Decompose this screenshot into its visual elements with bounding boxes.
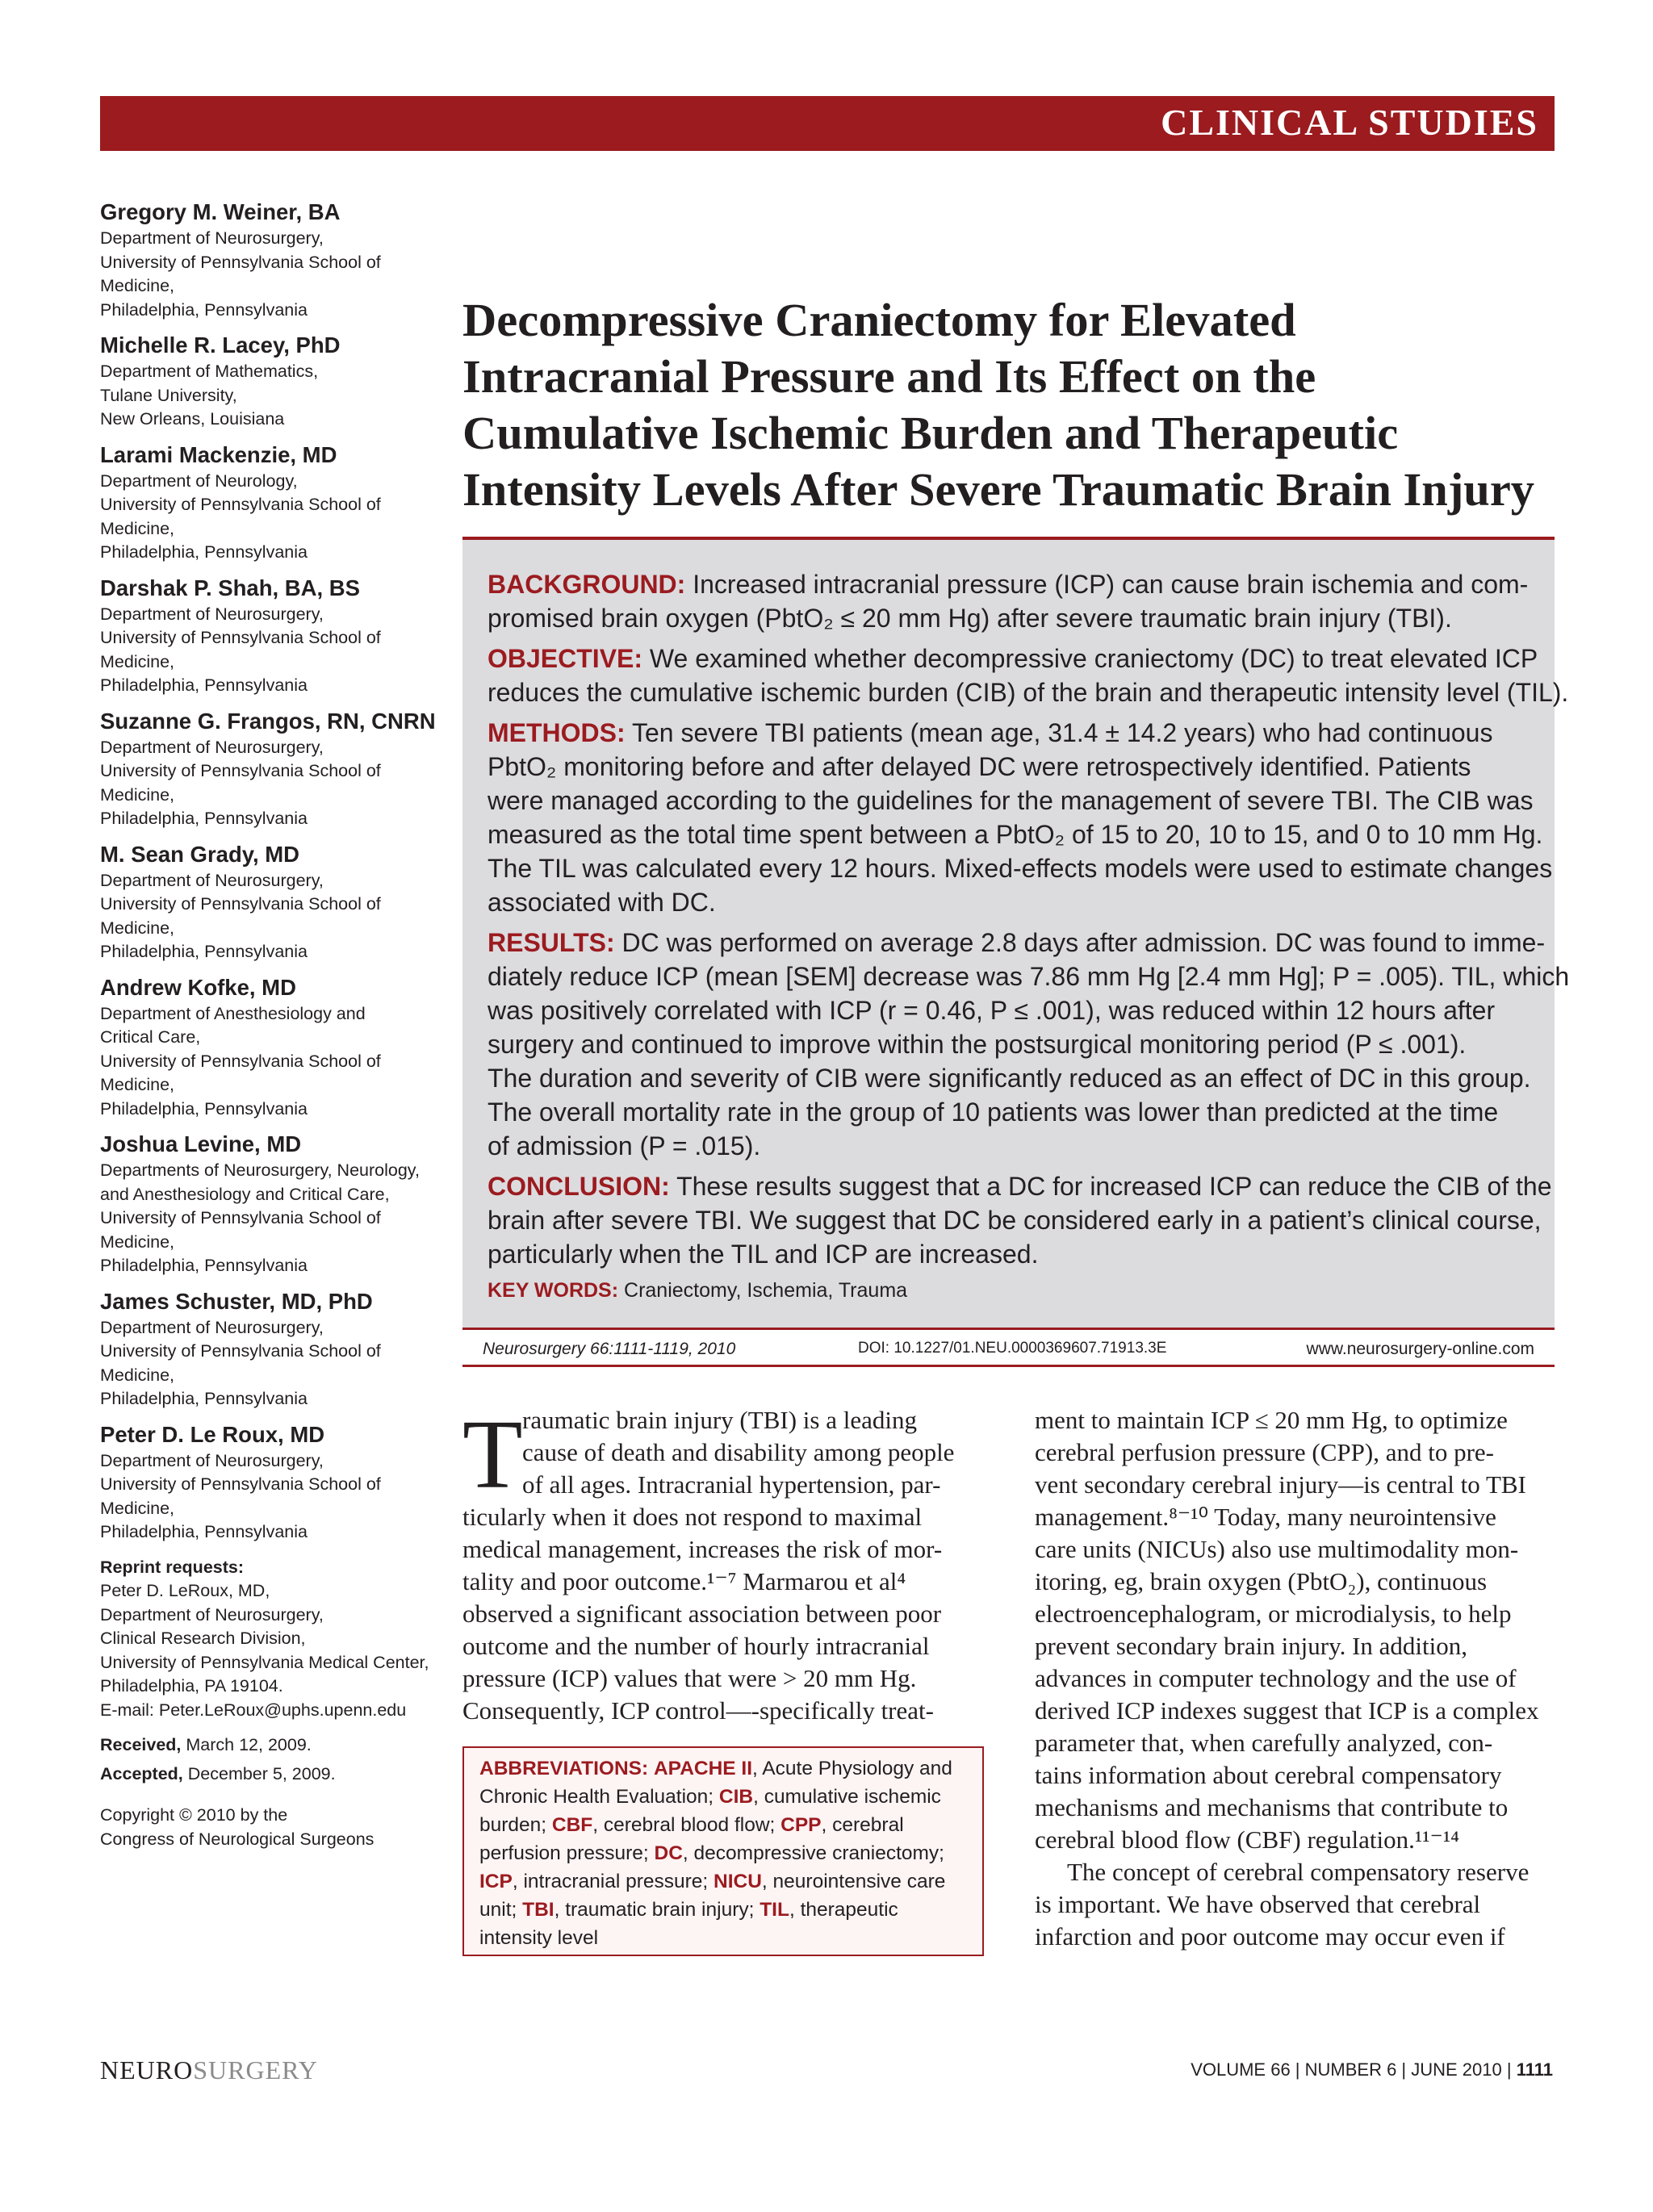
author-affiliation-line: University of Pennsylvania School of [100, 894, 381, 914]
author-affiliation-line: Department of Anesthesiology and [100, 1003, 366, 1023]
body-line: care units (NICUs) also use multimodality mon- [1035, 1535, 1519, 1563]
author-affiliation-line: Department of Mathematics, [100, 362, 319, 381]
author-affiliation-line: University of Pennsylvania School of [100, 495, 381, 514]
body-line: of all ages. Intracranial hypertension, par- [522, 1470, 941, 1499]
author-affiliation-line: Department of Neurosurgery, [100, 228, 324, 248]
author-affiliation-line: Critical Care, [100, 1027, 201, 1047]
logo-part-2: SURGERY [193, 2055, 318, 2084]
author-affiliation-line: University of Pennsylvania School of [100, 1474, 381, 1494]
section-banner [100, 96, 1555, 151]
abbreviations-heading: ABBREVIATIONS: [479, 1758, 649, 1779]
accepted-label: Accepted, [100, 1763, 183, 1783]
abstract-text: associated with DC. [488, 888, 716, 917]
logo-part-1: NEURO [100, 2055, 194, 2084]
author-entry [100, 974, 447, 1122]
author-affiliation-line: Medicine, [100, 276, 175, 295]
body-column-1 [462, 1400, 984, 1727]
author-affiliation-line: Department of Neurosurgery, [100, 870, 324, 890]
issue-info [1191, 2059, 1553, 2080]
author-entry [100, 441, 447, 565]
author-name: James Schuster, MD, PhD [100, 1288, 373, 1314]
keywords-label: KEY WORDS: [488, 1279, 619, 1302]
body-line: observed a significant association between poor [462, 1599, 942, 1628]
author-name: Larami Mackenzie, MD [100, 441, 337, 467]
author-affiliation-line: Tulane University, [100, 385, 237, 405]
journal-url[interactable]: www.neurosurgery-online.com [1306, 1340, 1534, 1358]
abstract-text: were managed according to the guidelines for the management of severe TBI. The CIB was [488, 786, 1534, 815]
abstract-line [488, 960, 1570, 993]
author-affiliation-line: Department of Neurosurgery, [100, 1317, 324, 1337]
abstract-line [488, 1129, 1529, 1163]
body-line: parameter that, when carefully analyzed, con- [1035, 1729, 1493, 1757]
abstract-line [488, 716, 1529, 750]
author-affiliation-line: Philadelphia, Pennsylvania [100, 675, 308, 695]
abstract-text: brain after severe TBI. We suggest that DC be considered early in a patient’s clinical course, [488, 1206, 1542, 1235]
abbreviation-definition: , Acute Physiology and Chronic Health Evaluation; [479, 1758, 952, 1808]
body-line: prevent secondary brain injury. In addition, [1035, 1632, 1468, 1660]
journal-citation: Neurosurgery 66:1111-1119, 2010 [483, 1340, 736, 1358]
abstract-text: PbtO₂ monitoring before and after delayed DC were retrospectively identified. Patients [488, 752, 1471, 781]
reprint-lines [100, 1579, 447, 1722]
author-affiliation-line: Medicine, [100, 1365, 175, 1385]
abstract-line [488, 1095, 1529, 1129]
abstract-text: These results suggest that a DC for increased ICP can reduce the CIB of the [669, 1172, 1552, 1201]
body-line: cerebral perfusion pressure (CPP), and to pre- [1035, 1438, 1495, 1466]
author-name: Suzanne G. Frangos, RN, CNRN [100, 708, 436, 734]
abbreviation-term: TIL [760, 1899, 789, 1921]
abstract-line [488, 601, 1529, 635]
reprint-line: Clinical Research Division, [100, 1629, 306, 1648]
reprint-line: Philadelphia, PA 19104. [100, 1676, 283, 1696]
body-line: advances in computer technology and the use of [1035, 1664, 1517, 1692]
body-line: raumatic brain injury (TBI) is a leading [522, 1406, 917, 1434]
abbreviation-term: DC [654, 1842, 683, 1864]
abstract-line [488, 750, 1529, 784]
author-affiliation-line: Philadelphia, Pennsylvania [100, 1522, 308, 1541]
received-value: March 12, 2009. [186, 1735, 312, 1754]
body-line: vent secondary cerebral injury—is central to TBI [1035, 1470, 1526, 1499]
column-1-text [462, 1400, 984, 1727]
abbreviation-term: NICU [714, 1871, 762, 1892]
abstract-line [488, 784, 1534, 817]
abstract-content [488, 567, 1570, 1303]
page-number: 1111 [1516, 2059, 1553, 2080]
abbreviation-term: CBF [551, 1814, 593, 1836]
author-entry [100, 1421, 447, 1545]
author-affiliation-line: Philadelphia, Pennsylvania [100, 1098, 308, 1119]
author-sidebar [100, 199, 447, 1851]
abstract-line [488, 885, 1529, 919]
abstract-text: The TIL was calculated every 12 hours. Mixed-effects models were used to estimate changes [488, 854, 1553, 883]
author-affiliation-line: University of Pennsylvania School of [100, 252, 381, 272]
body-line: The concept of cerebral compensatory reserve [1067, 1858, 1530, 1886]
body-line: outcome and the number of hourly intracranial [462, 1632, 930, 1660]
drop-cap: T [462, 1400, 523, 1509]
author-affiliation-line: Medicine, [100, 1231, 175, 1252]
column-2-text [1035, 1404, 1555, 1953]
abstract-line [488, 567, 1529, 601]
abstract-text: diately reduce ICP (mean [SEM] decrease was 7.86 mm Hg [2.4 mm Hg]; P = .005). TIL, which [488, 962, 1570, 991]
author-entry [100, 1131, 447, 1278]
abbreviation-term: CPP [780, 1814, 822, 1836]
author-name: Darshak P. Shah, BA, BS [100, 575, 360, 600]
author-name: Andrew Kofke, MD [100, 974, 296, 1000]
article-title [462, 292, 1560, 518]
abstract-text: Increased intracranial pressure (ICP) can cause brain ischemia and com- [685, 570, 1529, 599]
abstract-section-label: METHODS: [488, 718, 626, 747]
abbreviation-term: APACHE II [653, 1758, 753, 1779]
copyright [100, 1804, 447, 1851]
body-column-2 [1035, 1404, 1555, 1953]
body-line: ment to maintain ICP ≤ 20 mm Hg, to optimize [1035, 1406, 1508, 1434]
body-line: itoring, eg, brain oxygen (PbtO₂), continuous [1035, 1567, 1488, 1595]
abstract-text: particularly when the TIL and ICP are increased. [488, 1240, 1039, 1269]
issue-details: VOLUME 66 | NUMBER 6 | JUNE 2010 | [1191, 2059, 1517, 2080]
doi[interactable]: DOI: 10.1227/01.NEU.0000369607.71913.3E [858, 1340, 1167, 1357]
body-line: pressure (ICP) values that were > 20 mm Hg. [462, 1664, 917, 1692]
received-date [100, 1733, 447, 1758]
abstract-section-label: BACKGROUND: [488, 570, 686, 599]
abstract-text: surgery and continued to improve within the postsurgical monitoring period (P ≤ .001). [488, 1030, 1467, 1059]
abbreviations-content [479, 1754, 972, 1952]
abbreviation-definition: , neurointensive care unit; [479, 1871, 946, 1921]
abstract-line [488, 926, 1546, 960]
abstract-box [462, 537, 1570, 1330]
reprint-heading: Reprint requests: [100, 1557, 245, 1577]
body-line: electroencephalogram, or microdialysis, to help [1035, 1599, 1512, 1628]
journal-logo [100, 2055, 318, 2085]
author-name: Peter D. Le Roux, MD [100, 1421, 325, 1447]
accepted-value: December 5, 2009. [187, 1763, 336, 1783]
author-name: M. Sean Grady, MD [100, 841, 300, 867]
abstract-line [488, 1169, 1552, 1203]
abbreviation-definition: , decompressive craniectomy; [682, 1842, 944, 1864]
author-entry [100, 708, 447, 831]
abstract-line [488, 817, 1543, 851]
abstract-methods [488, 716, 1553, 919]
author-list [100, 199, 447, 1545]
abstract-results [488, 926, 1570, 1163]
body-line: tains information about cerebral compensatory [1035, 1761, 1502, 1789]
abstract-text: promised brain oxygen (PbtO₂ ≤ 20 mm Hg) after severe traumatic brain injury (TBI). [488, 604, 1452, 633]
abstract-text: We examined whether decompressive craniectomy (DC) to treat elevated ICP [642, 644, 1538, 673]
copyright-line: Copyright © 2010 by the [100, 1805, 288, 1825]
body-line: infarction and poor outcome may occur even if [1035, 1922, 1505, 1951]
author-affiliation-line: Philadelphia, Pennsylvania [100, 942, 308, 961]
abstract-text: The overall mortality rate in the group of 10 patients was lower than predicted at the time [488, 1098, 1499, 1127]
abbreviation-definition: , cerebral perfusion pressure; [479, 1814, 904, 1864]
author-affiliation-line: Medicine, [100, 1498, 175, 1518]
author-affiliation-line: Philadelphia, Pennsylvania [100, 1389, 308, 1408]
author-affiliation-line: Departments of Neurosurgery, Neurology, [100, 1160, 420, 1180]
abstract-line [488, 851, 1553, 885]
reprint-line: University of Pennsylvania Medical Center, [100, 1652, 429, 1672]
copyright-line: Congress of Neurological Surgeons [100, 1829, 375, 1849]
body-line: mechanisms and mechanisms that contribute to [1035, 1793, 1509, 1821]
abstract-line [488, 1027, 1529, 1061]
abstract-text: Ten severe TBI patients (mean age, 31.4 ± 14.2 years) who had continuous [625, 718, 1493, 747]
keywords [488, 1277, 1529, 1303]
abbreviation-definition: , therapeutic intensity level [479, 1899, 898, 1949]
author-affiliation-line: Philadelphia, Pennsylvania [100, 542, 308, 562]
author-affiliation-line: Department of Neurology, [100, 470, 298, 491]
reprint-requests [100, 1556, 447, 1723]
abstract-text: measured as the total time spent between a PbtO₂ of 15 to 20, 10 to 15, and 0 to 10 mm Hg. [488, 820, 1543, 849]
author-affiliation-line: University of Pennsylvania School of [100, 1208, 381, 1227]
abstract-line [488, 1203, 1542, 1237]
abstract-conclusion [488, 1169, 1552, 1271]
body-line: ticularly when it does not respond to maximal [462, 1503, 923, 1531]
abbreviation-term: ICP [479, 1871, 513, 1892]
reprint-line: E-mail: Peter.LeRoux@uphs.upenn.edu [100, 1700, 407, 1720]
author-affiliation-line: Medicine, [100, 518, 175, 538]
author-affiliation-line: University of Pennsylvania School of [100, 628, 381, 647]
author-name: Gregory M. Weiner, BA [100, 199, 341, 224]
abbreviation-definition: , intracranial pressure; [512, 1871, 714, 1892]
section-label: CLINICAL STUDIES [1161, 102, 1538, 143]
body-line: cerebral blood flow (CBF) regulation.¹¹⁻¹⁴ [1035, 1825, 1459, 1854]
body-line: cause of death and disability among people [522, 1438, 955, 1466]
body-line: derived ICP indexes suggest that ICP is a complex [1035, 1696, 1539, 1725]
title-line: Cumulative Ischemic Burden and Therapeutic [462, 407, 1399, 459]
author-name: Michelle R. Lacey, PhD [100, 332, 341, 358]
abstract-line [488, 1061, 1529, 1095]
reprint-line: Peter D. LeRoux, MD, [100, 1581, 270, 1600]
title-line: Decompressive Craniectomy for Elevated [462, 294, 1296, 346]
citation-bar [462, 1330, 1555, 1367]
abbreviation-definition: , traumatic brain injury; [554, 1899, 760, 1921]
received-label: Received, [100, 1735, 182, 1754]
abstract-line [488, 1237, 1529, 1271]
author-affiliation-line: Department of Neurosurgery, [100, 737, 324, 757]
author-affiliation-line: Medicine, [100, 651, 175, 671]
abstract-objective [488, 642, 1569, 709]
abstract-line [488, 642, 1538, 675]
abstract-line [488, 675, 1569, 709]
abstract-section-label: RESULTS: [488, 928, 615, 957]
author-entry [100, 199, 447, 322]
body-line: is important. We have observed that cerebral [1035, 1890, 1481, 1918]
abstract-text: DC was performed on average 2.8 days after admission. DC was found to imme- [614, 928, 1546, 957]
abbreviation-term: TBI [522, 1899, 554, 1921]
abstract-text: The duration and severity of CIB were significantly reduced as an effect of DC in this group. [488, 1064, 1531, 1093]
author-affiliation-line: Department of Neurosurgery, [100, 1450, 324, 1470]
author-affiliation-line: University of Pennsylvania School of [100, 1341, 381, 1361]
author-entry [100, 332, 447, 432]
author-entry [100, 1288, 447, 1411]
author-affiliation-line: Philadelphia, Pennsylvania [100, 299, 308, 320]
author-affiliation-line: Medicine, [100, 1075, 175, 1094]
abbreviation-definition: , cerebral blood flow; [592, 1814, 781, 1836]
body-line: tality and poor outcome.¹⁻⁷ Marmarou et al⁴ [462, 1567, 906, 1595]
body-line: management.⁸⁻¹⁰ Today, many neurointensive [1035, 1503, 1496, 1531]
abstract-text: of admission (P = .015). [488, 1131, 761, 1160]
author-entry [100, 575, 447, 698]
abstract-text: was positively correlated with ICP (r = 0.46, P ≤ .001), was reduced within 12 hours after [488, 996, 1496, 1025]
author-affiliation-line: Philadelphia, Pennsylvania [100, 1256, 308, 1275]
abstract-line [488, 993, 1529, 1027]
author-affiliation-line: Medicine, [100, 784, 175, 805]
author-affiliation-line: University of Pennsylvania School of [100, 761, 381, 780]
author-affiliation-line: Department of Neurosurgery, [100, 604, 324, 624]
title-line: Intensity Levels After Severe Traumatic Brain Injury [462, 463, 1535, 516]
abstract-section-label: CONCLUSION: [488, 1172, 670, 1201]
reprint-line: Department of Neurosurgery, [100, 1604, 324, 1625]
author-affiliation-line: New Orleans, Louisiana [100, 409, 285, 429]
author-affiliation-line: and Anesthesiology and Critical Care, [100, 1184, 390, 1204]
body-line: Consequently, ICP control—-specifically treat- [462, 1696, 934, 1725]
author-affiliation-line: Medicine, [100, 918, 175, 938]
author-entry [100, 841, 447, 964]
abbreviation-term: CIB [718, 1786, 754, 1808]
author-name: Joshua Levine, MD [100, 1131, 302, 1156]
author-affiliation-line: University of Pennsylvania School of [100, 1051, 381, 1071]
abstract-text: reduces the cumulative ischemic burden (CIB) of the brain and therapeutic intensity level (TIL). [488, 678, 1569, 707]
title-line: Intracranial Pressure and Its Effect on the [462, 350, 1316, 403]
abbreviation-definition: , cumulative ischemic burden; [479, 1786, 941, 1836]
abstract-background [488, 567, 1529, 635]
abbreviations-box [462, 1746, 984, 1956]
abstract-section-label: OBJECTIVE: [488, 644, 643, 673]
author-affiliation-line: Philadelphia, Pennsylvania [100, 809, 308, 828]
body-line: medical management, increases the risk of mor- [462, 1535, 943, 1563]
accepted-date [100, 1762, 447, 1787]
keywords-text: Craniectomy, Ischemia, Trauma [618, 1279, 908, 1302]
